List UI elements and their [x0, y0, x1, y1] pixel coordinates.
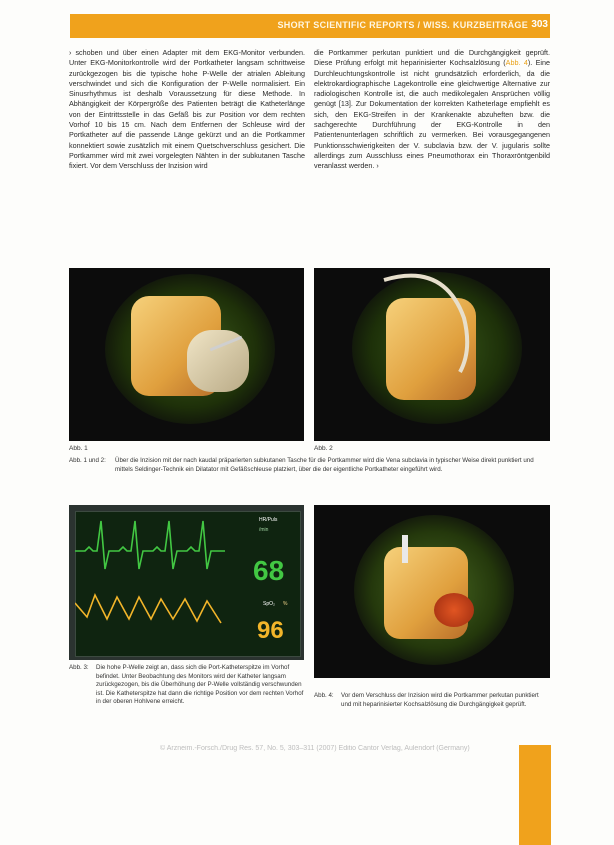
- left-paragraph: › schoben und über einen Adapter mit dem EKG-Monitor verbunden. Unter EKG-Monitorkontrolle wird der Portkatheter langsam schrittweise zurückgezogen bis die typische hohe P-Welle der atrialen Ableitung verschwindet und sich die Konfiguration der P-Welle normalisiert. Ein Sinusrhythmus ist deshalb Voraussetzung für diese Methode. In Abhängigkeit der Körpergröße des Patienten beträgt die Katheterlänge von der Eintrittsstelle in das Gefäß bis zur Position vor dem rechten Vorhof 10 bis 15 cm. Nach dem Entfernen der Schleuse wird der Portkatheter auf die passende Länge gekürzt und an die Portkammer konnektiert sowie zusätzlich mit einem Quetschverschluss gesichert. Die Portkammer wird mit zwei vorgelegten Nähten in der subkutanen Tasche fixiert. Vor dem Verschluss der Inzision wird: [69, 48, 305, 171]
- caption-text: Vor dem Verschluss der Inzision wird die Portkammer perkutan punktiert und mit heparinisierter Kochsalzlösung die Durchgängigkeit geprüft.: [341, 692, 539, 708]
- photo-abb1: [69, 268, 304, 441]
- caption-abb1-2: [69, 457, 551, 474]
- body-text-left: [69, 48, 305, 172]
- hr-value: 68: [253, 555, 285, 586]
- photo-abb3-monitor: [69, 505, 304, 660]
- header-bar: [70, 14, 550, 38]
- body-text-right: [314, 48, 550, 172]
- caption-label: Abb. 1 und 2:: [69, 457, 106, 464]
- hr-unit: /min: [259, 527, 269, 533]
- abb2-label: Abb. 2: [314, 445, 333, 452]
- section-title: SHORT SCIENTIFIC REPORTS / WISS. KURZBEITRÄGE: [277, 20, 528, 30]
- caption-label: Abb. 4:: [314, 692, 334, 699]
- catheter-line: [314, 268, 550, 441]
- photo-abb4: [314, 505, 550, 678]
- caption-label: Abb. 3:: [69, 664, 89, 671]
- hr-label: HR/Puls: [259, 517, 278, 523]
- caption-abb3: [69, 664, 304, 707]
- side-accent-bar: [519, 745, 551, 845]
- figure-reference-link[interactable]: Abb. 4: [505, 58, 528, 68]
- caption-text: Über die Inzision mit der nach kaudal präparierten subkutanen Tasche für die Portkammer wird die Vena subclavia in typischer Weise direkt punktiert und mittels Seldinger-Technik ein Dilatator mit Gefäßschleuse platziert, über die der eigentliche Portkatheter eingeführt wird.: [115, 457, 534, 473]
- spo2-unit: %: [283, 601, 288, 607]
- spo2-value: 96: [257, 617, 284, 644]
- footer-copyright: © Arzneim.-Forsch./Drug Res. 57, No. 5, 303–311 (2007) Editio Cantor Verlag, Aulendorf (Germany): [160, 745, 470, 752]
- caption-abb4: [314, 692, 550, 709]
- abb1-label: Abb. 1: [69, 445, 88, 452]
- caption-text: Die hohe P-Welle zeigt an, dass sich die Port-Katheterspitze im Vorhof befindet. Unter Beobachtung des Monitors wird der Katheter langsam zurückgezogen, bis die Überhöhung der P-Welle vollständig verschwunden ist. Die Katheterspitze hat dann die richtige Position vor dem rechten Vorhof in der oberen Hohlvene erreicht.: [96, 664, 304, 706]
- page-number: 303: [531, 19, 548, 30]
- spo2-label: SpO₂: [263, 601, 275, 607]
- right-paragraph: die Portkammer perkutan punktiert und die Durchgängigkeit geprüft. Diese Prüfung erfolgt mit heparinisierter Kochsalzlösung (Abb. 4). Eine Durchleuchtungskontrolle ist nicht grundsätzlich erforderlich, da die elektrokardiographische Lagekontrolle eine gleichwertige Alternative zur radiologischen Kontrolle ist, die auch medikolegalen Ansprüchen völlig genügt [13]. Zur Dokumentation der korrekten Katheterlage empfiehlt es sich, den EKG-Streifen in der Krankenakte abzuheften bzw. die sachgerechte Durchführung der EKG-Kontrolle in den Patientenunterlagen schriftlich zu vermerken. Bei vorausgegangenen Punktionsschwierigkeiten der V. subclavia bzw. der V. jugularis sollte allerdings zum Ausschluss eines Pneumothorax ein Thoraxröntgenbild veranlasst werden. ›: [314, 48, 550, 171]
- photo-abb2: [314, 268, 550, 441]
